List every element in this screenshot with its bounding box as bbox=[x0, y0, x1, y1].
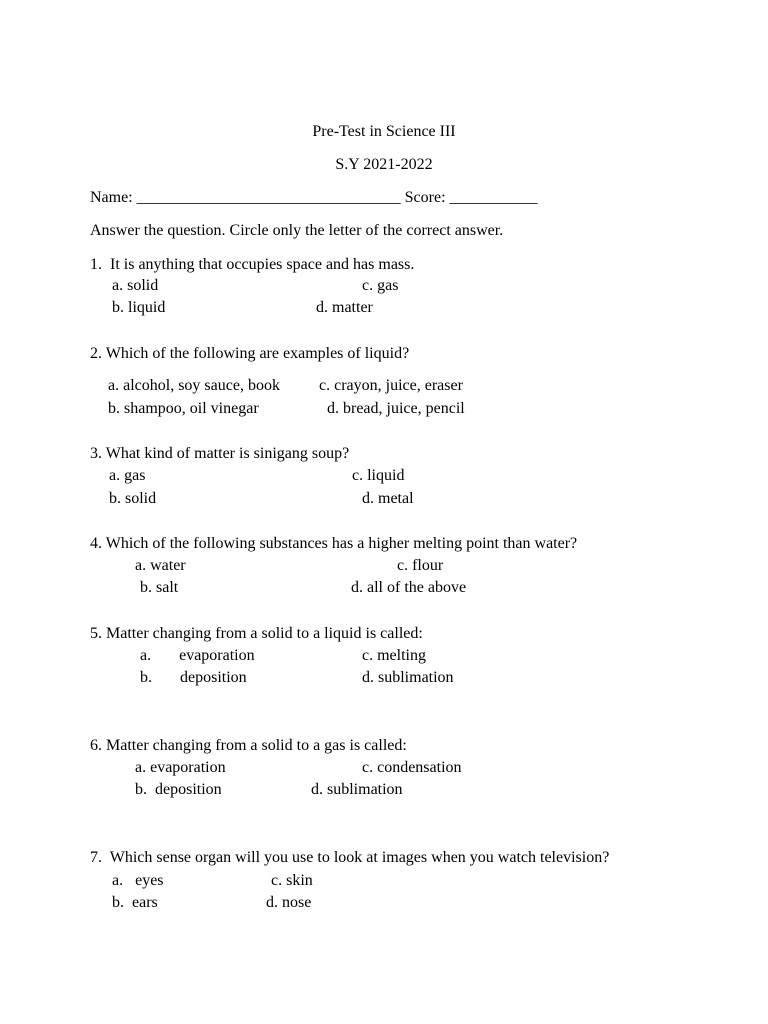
question-1-choice-a: a. solid bbox=[112, 277, 159, 294]
question-1-choice-b: b. liquid bbox=[112, 299, 166, 316]
question-2-stem: 2. Which of the following are examples of liquid? bbox=[90, 345, 410, 362]
question-4-choice-d: d. all of the above bbox=[351, 579, 467, 596]
question-1-choice-c: c. gas bbox=[362, 277, 399, 294]
question-5-choice-c: c. melting bbox=[362, 647, 426, 664]
question-3-choice-c: c. liquid bbox=[352, 467, 405, 484]
question-6-choice-c: c. condensation bbox=[362, 759, 462, 776]
question-3-choice-a: a. gas bbox=[109, 467, 146, 484]
question-3-stem: 3. What kind of matter is sinigang soup? bbox=[90, 445, 350, 462]
question-7-choice-a: a. eyes bbox=[112, 872, 164, 889]
question-1-stem: 1. It is anything that occupies space and has mass. bbox=[90, 256, 415, 273]
school-year: S.Y 2021-2022 bbox=[335, 156, 433, 173]
question-4-stem: 4. Which of the following substances has a higher melting point than water? bbox=[90, 535, 578, 552]
question-2-choice-c: c. crayon, juice, eraser bbox=[319, 377, 463, 394]
question-4-choice-c: c. flour bbox=[397, 557, 444, 574]
instructions: Answer the question. Circle only the letter of the correct answer. bbox=[90, 222, 504, 239]
question-7-choice-d: d. nose bbox=[266, 894, 312, 911]
question-7-choice-b: b. ears bbox=[112, 894, 158, 911]
question-6-stem: 6. Matter changing from a solid to a gas is called: bbox=[90, 737, 407, 754]
question-5-choice-b: b. deposition bbox=[140, 669, 247, 686]
question-2-choice-a: a. alcohol, soy sauce, book bbox=[108, 377, 280, 394]
question-5-choice-a: a. evaporation bbox=[140, 647, 255, 664]
question-6-choice-b: b. deposition bbox=[135, 781, 222, 798]
question-4-choice-a: a. water bbox=[135, 557, 186, 574]
question-1-choice-d: d. matter bbox=[316, 299, 373, 316]
question-3-choice-b: b. solid bbox=[109, 490, 157, 507]
question-6-choice-a: a. evaporation bbox=[135, 759, 226, 776]
question-4-choice-b: b. salt bbox=[140, 579, 179, 596]
question-3-choice-d: d. metal bbox=[362, 490, 414, 507]
question-7-stem: 7. Which sense organ will you use to look at images when you watch television? bbox=[90, 849, 610, 866]
question-6-choice-d: d. sublimation bbox=[311, 781, 403, 798]
question-2-choice-d: d. bread, juice, pencil bbox=[327, 400, 465, 417]
question-5-choice-d: d. sublimation bbox=[362, 669, 454, 686]
test-title: Pre-Test in Science III bbox=[312, 123, 456, 140]
question-7-choice-c: c. skin bbox=[271, 872, 313, 889]
question-2-choice-b: b. shampoo, oil vinegar bbox=[108, 400, 259, 417]
question-5-stem: 5. Matter changing from a solid to a liquid is called: bbox=[90, 625, 423, 642]
name-score-line: Name: _________________________________ Score: ___________ bbox=[90, 189, 538, 206]
